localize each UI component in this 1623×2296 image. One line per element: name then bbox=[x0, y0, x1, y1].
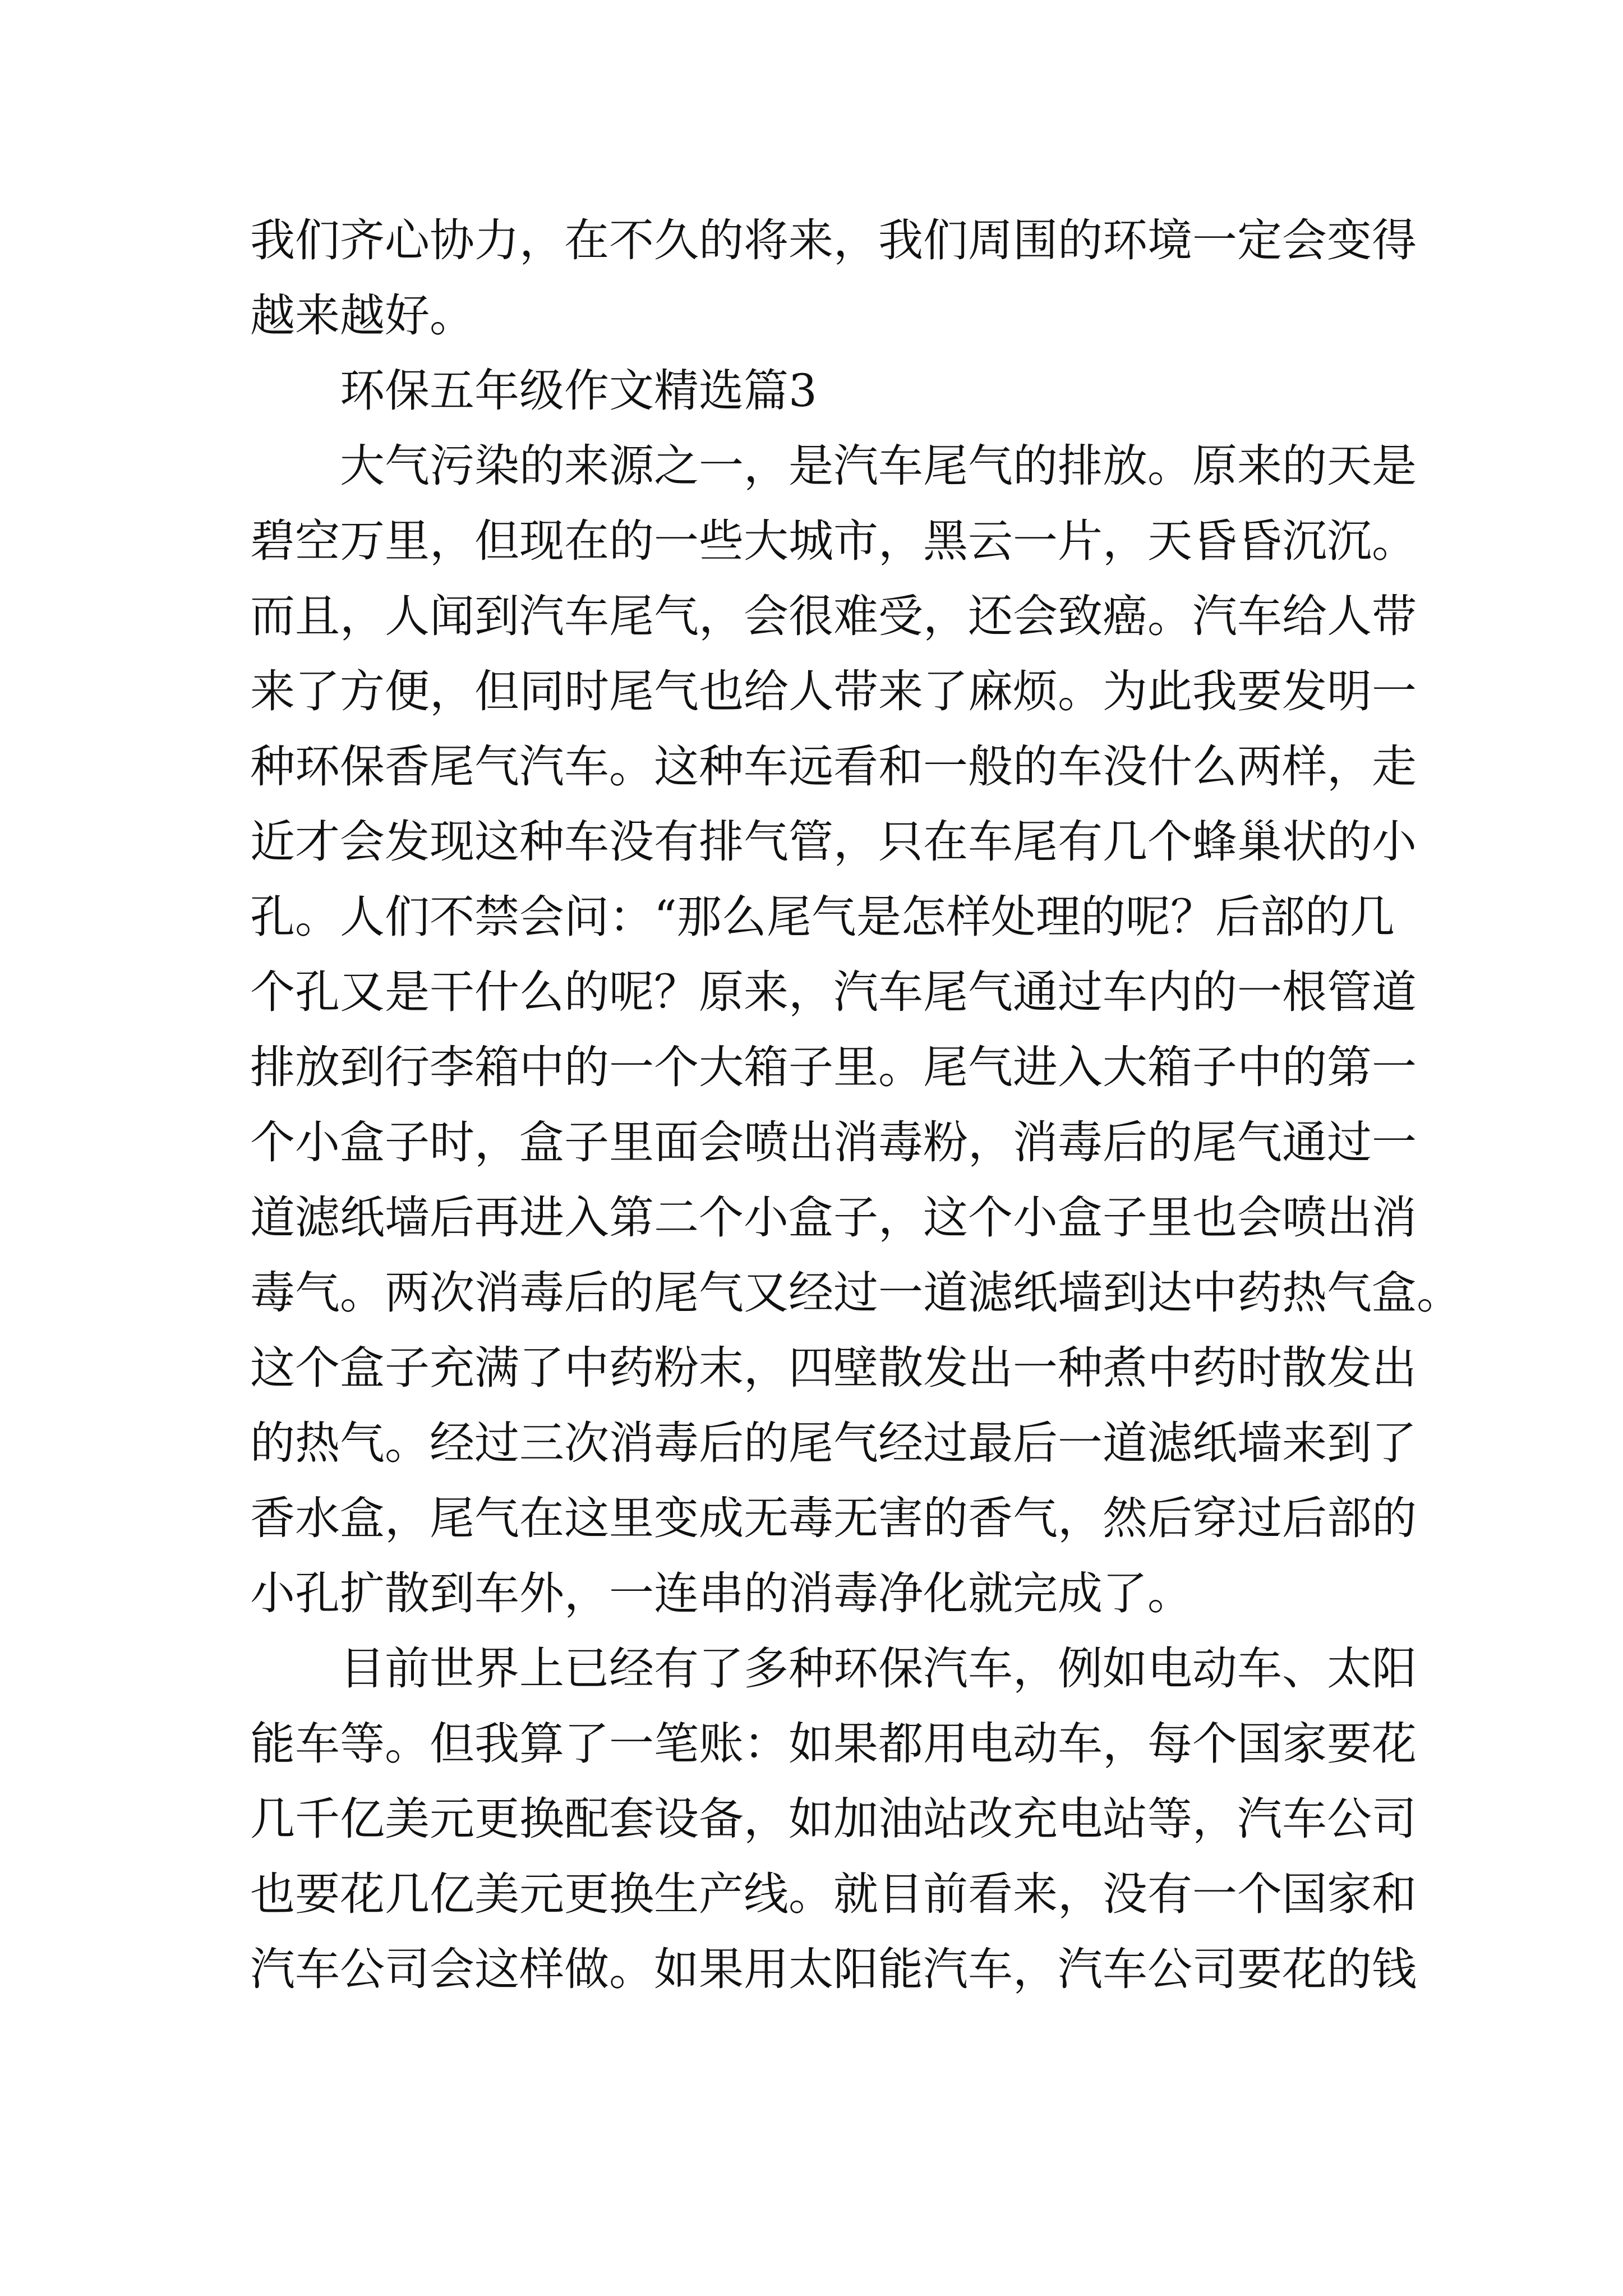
text-line: 越来越好。 bbox=[250, 289, 474, 342]
text-line: 能车等。但我算了一笔账：如果都用电动车，每个国家要花 bbox=[250, 1718, 1417, 1770]
text-line: 种环保香尾气汽车。这种车远看和一般的车没什么两样，走 bbox=[250, 740, 1417, 793]
text-line: 这个盒子充满了中药粉末，四壁散发出一种煮中药时散发出 bbox=[250, 1342, 1417, 1394]
text-line: 毒气。两次消毒后的尾气又经过一道滤纸墙到达中药热气盒。 bbox=[250, 1267, 1461, 1319]
text-line: 香水盒，尾气在这里变成无毒无害的香气，然后穿过后部的 bbox=[250, 1492, 1417, 1544]
text-line: 排放到行李箱中的一个大箱子里。尾气进入大箱子中的第一 bbox=[250, 1041, 1417, 1093]
text-line: 道滤纸墙后再进入第二个小盒子，这个小盒子里也会喷出消 bbox=[250, 1191, 1417, 1244]
text-line: 也要花几亿美元更换生产线。就目前看来，没有一个国家和 bbox=[250, 1868, 1417, 1920]
text-line: 个小盒子时，盒子里面会喷出消毒粉，消毒后的尾气通过一 bbox=[250, 1116, 1417, 1168]
section-heading: 环保五年级作文精选篇3 bbox=[340, 365, 817, 417]
text-line: 大气污染的来源之一，是汽车尾气的排放。原来的天是 bbox=[340, 440, 1417, 492]
text-line: 汽车公司会这样做。如果用太阳能汽车，汽车公司要花的钱 bbox=[250, 1943, 1417, 1995]
text-line: 孔。人们不禁会问：“那么尾气是怎样处理的呢？后部的几 bbox=[250, 891, 1395, 943]
text-line: 近才会发现这种车没有排气管，只在车尾有几个蜂巢状的小 bbox=[250, 816, 1417, 868]
text-line: 我们齐心协力，在不久的将来，我们周围的环境一定会变得 bbox=[250, 214, 1417, 266]
text-line: 来了方便，但同时尾气也给人带来了麻烦。为此我要发明一 bbox=[250, 665, 1417, 717]
text-line: 碧空万里，但现在的一些大城市，黑云一片，天昏昏沉沉。 bbox=[250, 515, 1417, 567]
text-line: 个孔又是干什么的呢？原来，汽车尾气通过车内的一根管道 bbox=[250, 966, 1417, 1018]
text-line: 而且，人闻到汽车尾气，会很难受，还会致癌。汽车给人带 bbox=[250, 590, 1417, 642]
text-line: 几千亿美元更换配套设备，如加油站改充电站等，汽车公司 bbox=[250, 1793, 1417, 1845]
text-line: 小孔扩散到车外，一连串的消毒净化就完成了。 bbox=[250, 1567, 1192, 1619]
document-body bbox=[250, 203, 1461, 2007]
text-line: 的热气。经过三次消毒后的尾气经过最后一道滤纸墙来到了 bbox=[250, 1417, 1417, 1469]
text-line: 目前世界上已经有了多种环保汽车，例如电动车、太阳 bbox=[340, 1642, 1417, 1695]
